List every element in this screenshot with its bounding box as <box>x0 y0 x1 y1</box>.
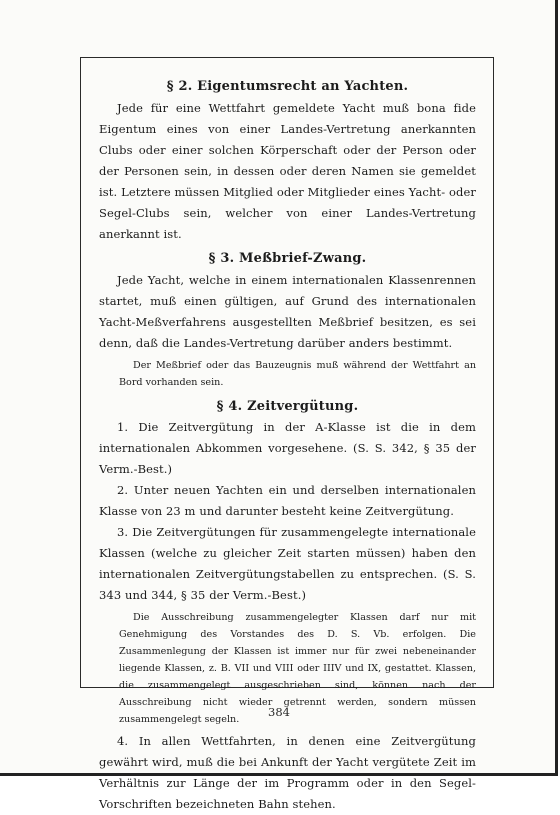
section-3-paragraph: Jede Yacht, welche in einem internationalen Klassenrennen startet, muß einen gültigen, auf Grund des internationalen Yacht-Meßverfahrens ausgestellten Meßbrief besitzen, es sei denn, daß die Landes-Vertretung darüber anders bestimmt. <box>99 273 476 350</box>
section-4-item-2: 2. Unter neuen Yachten ein und derselben internationalen Klasse von 23 m und darunter besteht keine Zeitvergütung. <box>99 483 476 518</box>
section-3-note: Der Meßbrief oder das Bauzeugnis muß während der Wettfahrt an Bord vorhanden sein. <box>119 360 476 388</box>
section-4-item-3: 3. Die Zeitvergütungen für zusammengelegte internationale Klassen (welche zu gleicher Zeit starten müssen) haben den internationalen Zeitvergütungstabellen zu entsprechen. (S. S. 343 und 344, § 35 der Verm.-Best.) <box>99 525 476 602</box>
section-4-item-4: 4. In allen Wettfahrten, in denen eine Zeitvergütung gewährt wird, muß die bei Ankunft der Yacht vergütete Zeit im Verhältnis zur Länge der im Programm oder in den Segel-Vorschriften bezeichneten Bahn stehen. <box>99 734 476 811</box>
section-4-item-1: 1. Die Zeitvergütung in der A-Klasse ist die in dem internationalen Abkommen vorgesehene. (S. S. 342, § 35 der Verm.-Best.) <box>99 420 476 476</box>
section-2-heading: § 2. Eigentumsrecht an Yachten. <box>166 79 409 94</box>
section-4-heading: § 4. Zeitvergütung. <box>216 399 359 414</box>
page-number: 384 <box>268 705 290 719</box>
section-3-heading: § 3. Meßbrief-Zwang. <box>208 251 367 266</box>
section-2-paragraph: Jede für eine Wettfahrt gemeldete Yacht muß bona fide Eigentum eines von einer Landes-Vertretung anerkannten Clubs oder einer solchen Körperschaft oder der Person oder der Personen sein, in dessen oder deren Namen sie gemeldet ist. Letztere müssen Mitglied oder Mitglieder eines Yacht- oder Segel-Clubs sein, welcher von einer Landes-Vertretung anerkannt ist. <box>99 101 476 241</box>
section-4-note: Die Ausschreibung zusammengelegter Klassen darf nur mit Genehmigung des Vorstandes des D. S. Vb. erfolgen. Die Zusammenlegung der Klassen ist immer nur für zwei nebeneinander liegende Klassen, z. B. VII und VIII oder IIIV und IX, gestattet. Klassen, die zusammengelegt ausgeschrieben sind, können nach der Ausschreibung nicht wieder getrennt werden, sondern müssen zusammengelegt segeln. <box>119 612 476 725</box>
